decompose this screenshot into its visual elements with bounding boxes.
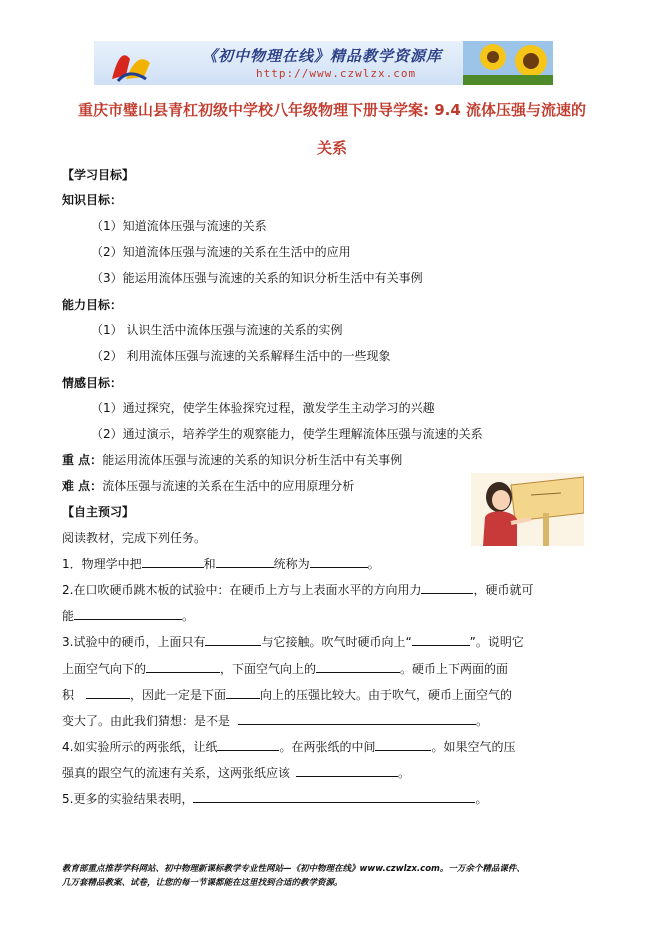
knowledge-item-2: （2）知道流体压强与流速的关系在生活中的应用 (91, 245, 351, 259)
question-3-line-3 (62, 686, 512, 703)
sunflower-decoration-icon (463, 41, 553, 85)
q5-blank-1[interactable] (193, 790, 475, 803)
knowledge-item-1: （1）知道流体压强与流速的关系 (91, 219, 267, 233)
goals-heading: 【学习目标】 (62, 168, 135, 182)
q4-text-c: 。如果空气的压 (431, 740, 516, 754)
question-5 (62, 790, 487, 807)
preview-heading: 【自主预习】 (62, 505, 135, 519)
question-3-line-1 (62, 633, 524, 650)
banner-title: 《初中物理在线》精品教学资源库 (202, 47, 443, 65)
q4-text-d: 强真的跟空气的流速有关系，这两张纸应该 (62, 766, 291, 780)
question-4-line-1 (62, 738, 515, 755)
knowledge-heading: 知识目标： (62, 193, 123, 207)
q1-blank-1[interactable] (142, 555, 204, 568)
q3-blank-5[interactable] (86, 686, 130, 699)
q2-text-b: ，硬币就可 (473, 583, 534, 597)
q3-text-e: ，下面空气向上的 (220, 662, 317, 676)
key-point (62, 451, 402, 468)
q3-text-j: 变大了。由此我们猜想：是不是 (62, 714, 231, 728)
q2-text-a: 2.在口吹硬币跳木板的试验中：在硬币上方与上表面水平的方向用力 (62, 583, 422, 597)
q2-text-d: 。 (182, 609, 195, 623)
q3-blank-3[interactable] (146, 660, 220, 673)
q3-blank-4[interactable] (316, 660, 400, 673)
q4-blank-1[interactable] (217, 738, 279, 751)
site-logo-icon (104, 45, 156, 83)
q3-text-c: ”。说明它 (469, 635, 524, 649)
q3-blank-6[interactable] (226, 686, 260, 699)
question-4-line-2 (62, 764, 410, 781)
q3-text-d: 上面空气向下的 (62, 662, 147, 676)
q4-blank-2[interactable] (375, 738, 431, 751)
header-banner (94, 41, 553, 85)
q3-blank-7[interactable] (238, 712, 476, 725)
question-3-line-2 (62, 660, 508, 677)
q1-text-a: 1．物理学中把 (62, 557, 142, 571)
q2-text-c: 能 (62, 609, 75, 623)
key-point-label: 重 点： (62, 453, 103, 467)
q1-text-b: 和 (203, 557, 216, 571)
banner-url[interactable]: http://www.czwlzx.com (256, 67, 417, 80)
footer-line-2: 几万套精品教案、试卷，让您的每一节课都能在这里找到合适的教学资源。 (62, 878, 343, 888)
q3-text-i: 向上的压强比较大。由于吹气，硬币上面空气的 (260, 688, 513, 702)
title-line-1: 重庆市璧山县青杠初级中学校八年级物理下册导学案: 9.4 流体压强与流速的 (77, 101, 587, 119)
q1-blank-2[interactable] (216, 555, 274, 568)
q5-text-a: 5.更多的实验结果表明， (62, 792, 194, 806)
question-1 (62, 555, 380, 572)
q3-text-f: 。硬币上下两面的面 (400, 662, 509, 676)
preview-intro: 阅读教材，完成下列任务。 (62, 531, 207, 545)
q3-text-g: 积 (62, 688, 75, 702)
student-blowing-paper-illustration (471, 473, 584, 546)
q4-text-e: 。 (398, 766, 411, 780)
ability-item-1: （1） 认识生活中流体压强与流速的关系的实例 (91, 323, 343, 337)
question-3-line-4 (62, 712, 488, 729)
q5-text-b: 。 (475, 792, 488, 806)
q1-text-c: 统称为 (273, 557, 310, 571)
ability-item-2: （2） 利用流体压强与流速的关系解释生活中的一些现象 (91, 349, 391, 363)
q3-text-b: 与它接触。吹气时硬币向上“ (261, 635, 412, 649)
difficulty (62, 477, 354, 494)
q3-text-a: 3.试验中的硬币，上面只有 (62, 635, 206, 649)
q3-text-h: ，因此一定是下面 (130, 688, 227, 702)
q1-blank-3[interactable] (310, 555, 368, 568)
emotion-item-2: （2）通过演示，培养学生的观察能力，使学生理解流体压强与流速的关系 (91, 427, 483, 441)
difficulty-text: 流体压强与流速的关系在生活中的应用原理分析 (102, 479, 355, 493)
title-line-2: 关系 (316, 139, 347, 157)
q2-blank-1[interactable] (421, 581, 473, 594)
q4-blank-3[interactable] (296, 764, 398, 777)
q3-blank-1[interactable] (205, 633, 261, 646)
emotion-item-1: （1）通过探究，使学生体验探究过程，激发学生主动学习的兴趣 (91, 401, 435, 415)
document-title (62, 91, 602, 167)
question-2-line-2 (62, 607, 194, 624)
question-2-line-1 (62, 581, 533, 598)
q1-text-d: 。 (367, 557, 380, 571)
footer-line-1: 教育部重点推荐学科网站、初中物理新课标教学专业性网站—《初中物理在线》www.czwlzx.com。一万余个精品课件、 (62, 864, 525, 874)
ability-heading: 能力目标： (62, 298, 123, 312)
difficulty-label: 难 点： (62, 479, 103, 493)
emotion-heading: 情感目标： (62, 376, 123, 390)
q3-blank-2[interactable] (412, 633, 470, 646)
q3-text-k: 。 (476, 714, 489, 728)
knowledge-item-3: （3）能运用流体压强与流速的关系的知识分析生活中有关事例 (91, 271, 423, 285)
page-footer (62, 862, 622, 890)
q4-text-b: 。在两张纸的中间 (279, 740, 376, 754)
key-point-text: 能运用流体压强与流速的关系的知识分析生活中有关事例 (102, 453, 403, 467)
q4-text-a: 4.如实验所示的两张纸，让纸 (62, 740, 218, 754)
q2-blank-2[interactable] (74, 607, 182, 620)
